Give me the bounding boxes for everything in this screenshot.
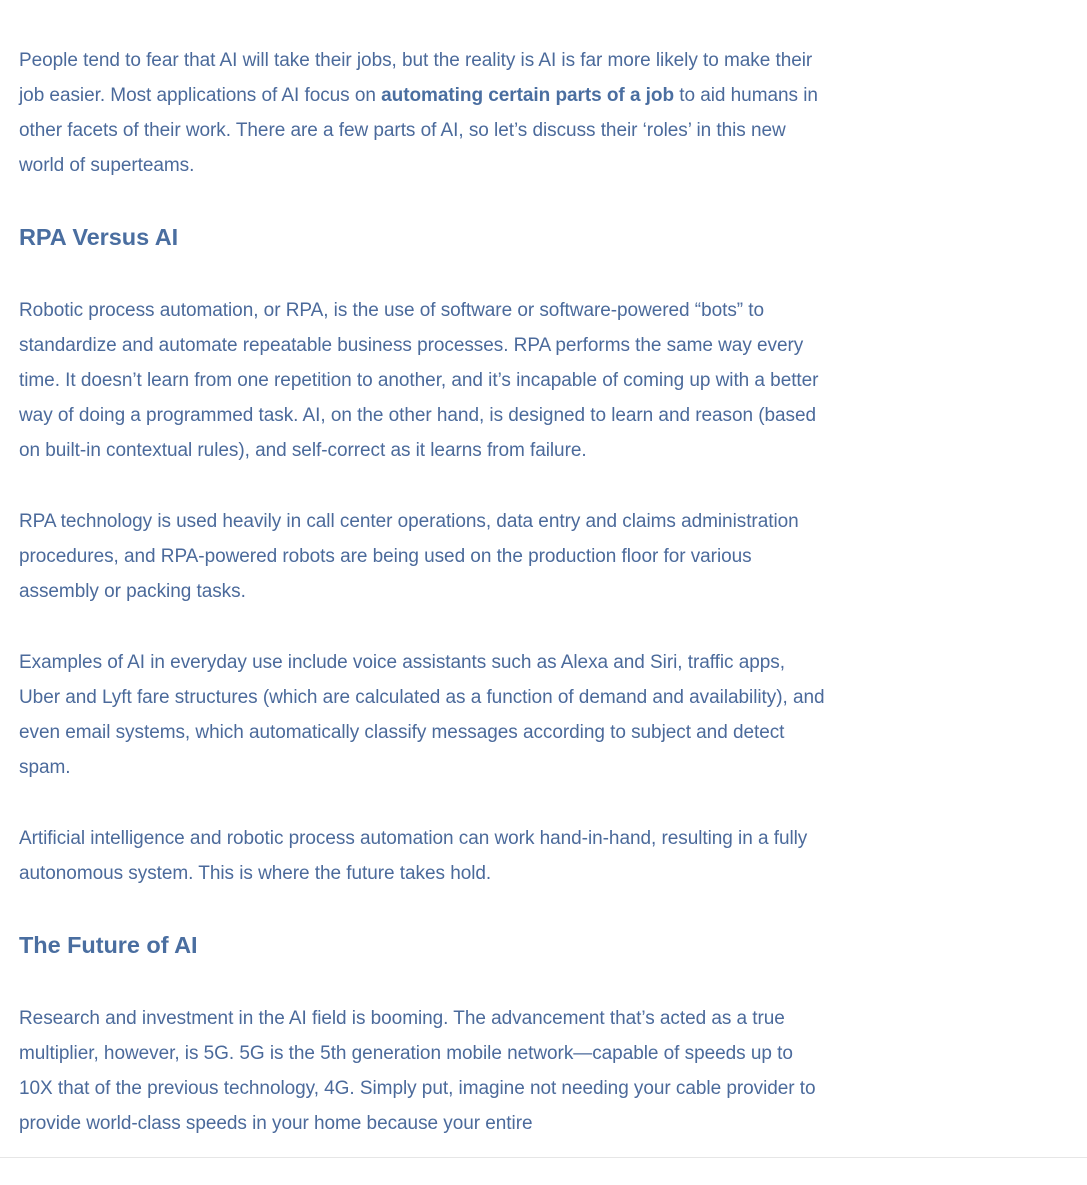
paragraph-rpa-uses: RPA technology is used heavily in call center operations, data entry and claims administration procedures, and RPA-powered robots are being used on the production floor for various assembly or packing tasks. (19, 511, 799, 602)
paragraph-ai-examples: Examples of AI in everyday use include voice assistants such as Alexa and Siri, traffic apps, Uber and Lyft fare structures (which are calculated as a function of demand and availability), and even email systems, which automatically classify messages according to subject and detect spam. (19, 652, 825, 778)
paragraph-ai-jobs-text-before: People tend to fear that AI will take their jobs, but the reality is AI is far more likely to make their job easier. Most applications of AI focus on (19, 50, 813, 106)
bottom-divider (0, 1157, 1087, 1185)
paragraph-ai-jobs (19, 43, 829, 183)
heading-future-of-ai: The Future of AI (19, 932, 198, 958)
heading-rpa-versus-ai: RPA Versus AI (19, 224, 179, 250)
paragraph-intro-tail (19, 0, 829, 7)
paragraph-ai-jobs-text-after: to aid humans in other facets of their work. There are a few parts of AI, so let’s discuss their ‘roles’ in this new world of superteams. (19, 85, 818, 176)
article-body (19, 0, 829, 1177)
paragraph-rpa-definition: Robotic process automation, or RPA, is the use of software or software-powered “bots” to standardize and automate repeatable business processes. RPA performs the same way every time. It doesn’t learn from one repetition to another, and it’s incapable of coming up with a better way of doing a programmed task. AI, on the other hand, is designed to learn and reason (based on built-in contextual rules), and self-correct as it learns from failure. (19, 300, 819, 461)
paragraph-future-research: Research and investment in the AI field is booming. The advancement that’s acted as a true multiplier, however, is 5G. 5G is the 5th generation mobile network—capable of speeds up to 10X that of the previous technology, 4G. Simply put, imagine not needing your cable provider to provide world-class speeds in your home because your entire (19, 1008, 816, 1134)
emphasis-automating-jobs: automating certain parts of a job (381, 85, 675, 106)
paragraph-ai-rpa-together: Artificial intelligence and robotic process automation can work hand-in-hand, resulting in a fully autonomous system. This is where the future takes hold. (19, 828, 808, 884)
